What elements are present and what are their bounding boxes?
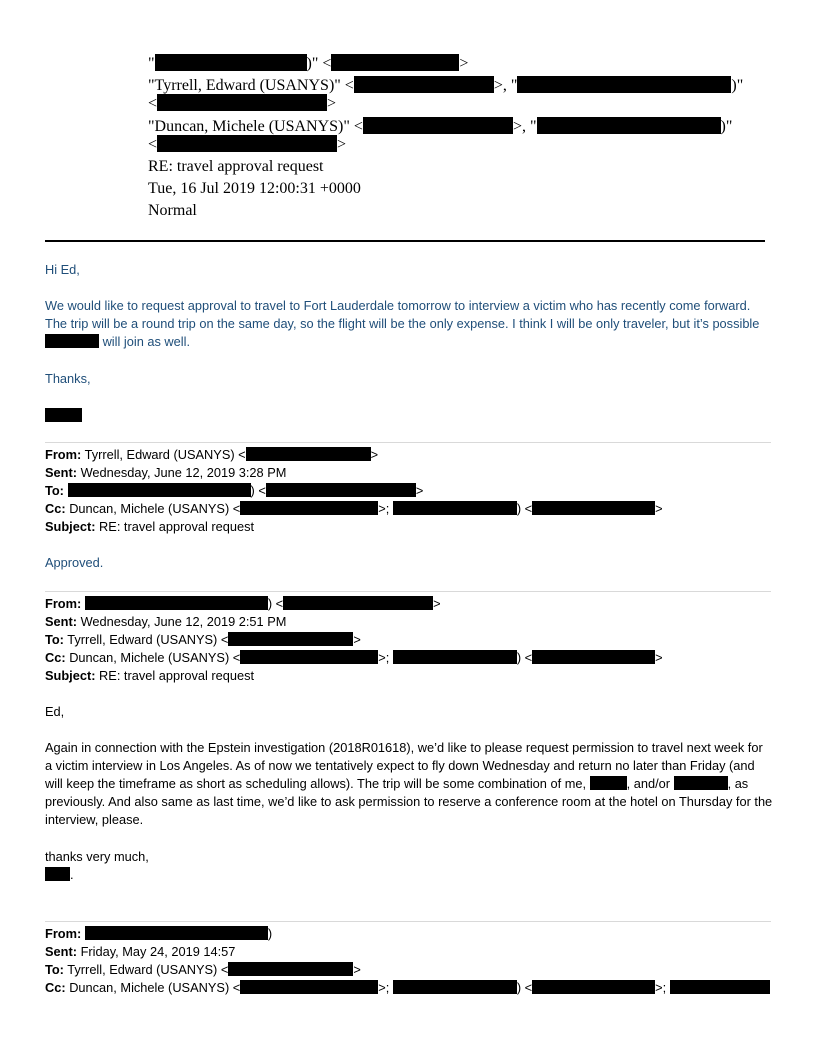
redaction-block xyxy=(45,867,70,881)
msg1-closing: Thanks, xyxy=(45,371,91,386)
redaction-block xyxy=(85,596,268,610)
msg4-from: From: ) xyxy=(45,926,273,941)
msg2-cc: Cc: Duncan, Michele (USANYS) < >; ) < > xyxy=(45,501,663,516)
redaction-block xyxy=(393,980,517,994)
message-separator xyxy=(45,442,771,443)
redaction-block xyxy=(532,650,655,664)
msg4-to: To: Tyrrell, Edward (USANYS) < > xyxy=(45,962,361,977)
message-separator xyxy=(45,591,771,592)
header-cc-value: "Duncan, Michele (USANYS)" < xyxy=(148,118,363,135)
msg1-paragraph: We would like to request approval to travel to Fort Lauderdale tomorrow to interview a victim who has recently come forward. The trip will be a round trip on the same day, so the flight will be the only expense. I think I will be only traveler, but it’s possible will join as well. xyxy=(45,298,760,349)
redaction-block xyxy=(354,76,494,93)
redaction-block xyxy=(590,776,627,790)
redaction-block xyxy=(68,483,251,497)
redaction-block xyxy=(228,962,353,976)
redaction-block xyxy=(266,483,416,497)
redaction-block xyxy=(537,117,721,134)
redaction-block xyxy=(532,980,655,994)
msg2-subject: Subject: RE: travel approval request xyxy=(45,519,255,534)
msg3-greeting: Ed, xyxy=(45,704,65,719)
header-divider xyxy=(45,240,765,242)
redaction-block xyxy=(283,596,433,610)
redaction-block xyxy=(670,980,770,994)
redaction-block xyxy=(674,776,728,790)
redaction-block xyxy=(45,408,82,422)
redaction-block xyxy=(363,117,513,134)
msg3-to: To: Tyrrell, Edward (USANYS) < > xyxy=(45,632,361,647)
redaction-block xyxy=(532,501,655,515)
redaction-block xyxy=(228,632,353,646)
redaction-block xyxy=(393,501,517,515)
msg3-from: From: ) < > xyxy=(45,596,441,611)
msg4-cc: Cc: Duncan, Michele (USANYS) < >; ) < >; xyxy=(45,979,770,997)
header-subject-value: RE: travel approval request xyxy=(148,158,324,175)
msg3-paragraph: Again in connection with the Epstein investigation (2018R01618), we’d like to please request permission to travel next week for a victim interview in Los Angeles. As of now we tentatively expect to fly down Wednesday and return no later than Friday (and will keep the timeframe as short as scheduling allows). The trip will be some combination of me, , and/or , as previously. And also same as last time, we’d like to ask permission to reserve a conference room at the hotel on Thursday for the interview, please. xyxy=(45,740,773,827)
redaction-block xyxy=(240,980,378,994)
header-from-text: " xyxy=(148,55,155,72)
header-to-value: "Tyrrell, Edward (USANYS)" < xyxy=(148,77,354,94)
redaction-block xyxy=(45,334,99,348)
redaction-block xyxy=(155,54,307,71)
msg2-from: From: Tyrrell, Edward (USANYS) < > xyxy=(45,447,379,462)
msg4-sent: Sent: Friday, May 24, 2019 14:57 xyxy=(45,944,236,959)
message-separator xyxy=(45,921,771,922)
redaction-block xyxy=(331,54,459,71)
msg2-body: Approved. xyxy=(45,555,104,570)
redaction-block xyxy=(157,135,337,152)
redaction-block xyxy=(157,94,327,111)
redaction-block xyxy=(240,650,378,664)
msg2-sent: Sent: Wednesday, June 12, 2019 3:28 PM xyxy=(45,465,287,480)
header-importance-value: Normal xyxy=(148,202,197,219)
redaction-block xyxy=(85,926,268,940)
msg1-greeting: Hi Ed, xyxy=(45,262,80,277)
msg3-sent: Sent: Wednesday, June 12, 2019 2:51 PM xyxy=(45,614,287,629)
msg3-subject: Subject: RE: travel approval request xyxy=(45,668,255,683)
redaction-block xyxy=(240,501,378,515)
header-date-value: Tue, 16 Jul 2019 12:00:31 +0000 xyxy=(148,180,361,197)
msg2-to: To: ) < > xyxy=(45,483,424,498)
msg3-signature: . xyxy=(45,866,74,884)
redaction-block xyxy=(246,447,371,461)
redaction-block xyxy=(393,650,517,664)
msg3-cc: Cc: Duncan, Michele (USANYS) < >; ) < > xyxy=(45,650,663,665)
msg3-closing: thanks very much, xyxy=(45,849,149,864)
redaction-block xyxy=(517,76,731,93)
